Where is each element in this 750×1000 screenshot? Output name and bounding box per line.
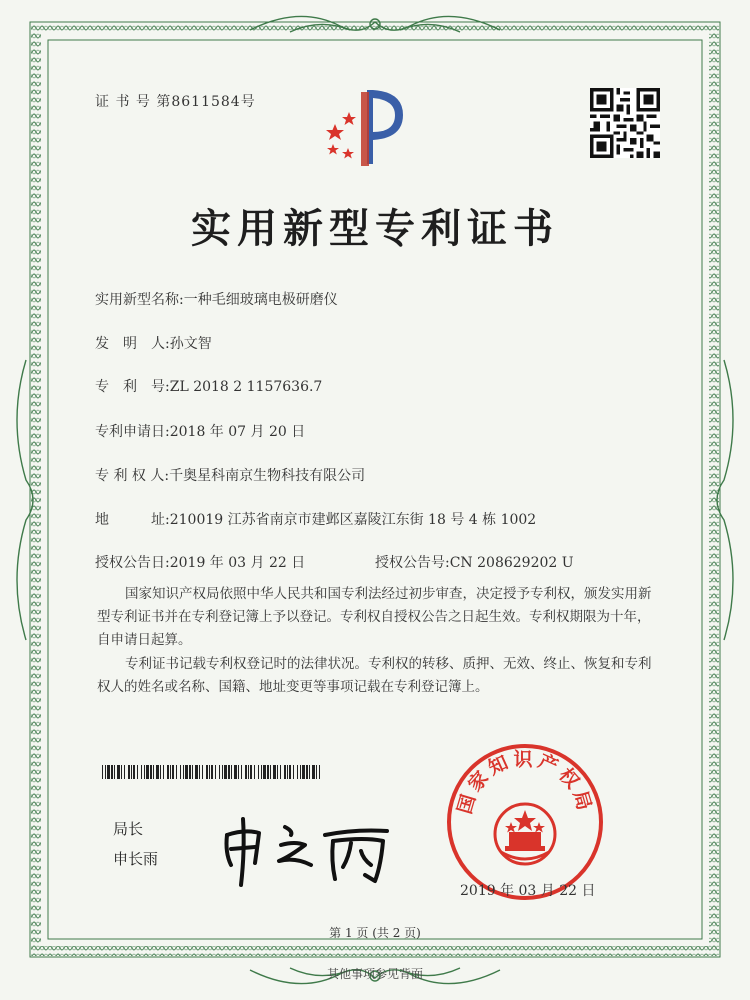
field-value: CN 208629202 U	[449, 555, 574, 571]
field-label: 发 明 人:	[95, 336, 170, 352]
field-grant-number	[375, 552, 574, 572]
field-value: 一种毛细玻璃电极研磨仪	[183, 292, 338, 308]
field-utility-model-name	[95, 289, 338, 309]
field-patentee	[95, 465, 365, 485]
field-value: 千奥星科南京生物科技有限公司	[169, 468, 366, 484]
certificate-number: 证 书 号 第8611584号	[95, 94, 256, 110]
field-value: 210019 江苏省南京市建邺区嘉陵江东街 18 号 4 栋 1002	[169, 512, 537, 528]
field-label: 实用新型名称:	[95, 292, 184, 308]
field-label: 专 利 权 人:	[95, 468, 170, 484]
legal-statement-paragraph-1: 国家知识产权局依照中华人民共和国专利法经过初步审查，决定授予专利权，颁发实用新型专利证书并在专利登记簿上予以登记。专利权自授权公告之日起生效。专利权期限为十年，自申请日起算。	[97, 586, 652, 648]
certificate-title: 实用新型专利证书	[191, 205, 559, 252]
field-grant-date	[95, 552, 305, 572]
svg-text:国家知识产权局: 国家知识产权局	[453, 748, 597, 817]
signatory-title: 局长	[113, 820, 144, 838]
seal-date: 2019 年 03 月 22 日	[460, 883, 596, 899]
field-label: 授权公告日:	[95, 555, 170, 571]
field-label: 地 址:	[95, 512, 170, 528]
footer-note: 其他事项参见背面	[326, 967, 423, 981]
field-value: 2019 年 03 月 22 日	[169, 555, 306, 571]
legal-statement-paragraph-2: 专利证书记载专利权登记时的法律状况。专利权的转移、质押、无效、终止、恢复和专利权人的姓名或名称、国籍、地址变更等事项记载在专利登记簿上。	[97, 656, 652, 695]
field-label: 专 利 号:	[95, 379, 170, 395]
field-patent-number	[95, 376, 322, 396]
field-value: 孙文智	[169, 336, 212, 352]
field-value: ZL 2018 2 1157636.7	[169, 379, 323, 395]
patent-office-emblem-icon	[315, 82, 415, 172]
handwritten-signature	[215, 805, 405, 890]
field-label: 专利申请日:	[95, 424, 170, 440]
official-seal	[445, 742, 605, 902]
field-application-date	[95, 421, 305, 441]
page-number: 第 1 页 (共 2 页)	[329, 926, 421, 940]
field-value: 2018 年 07 月 20 日	[169, 424, 306, 440]
signatory-name: 申长雨	[113, 850, 159, 868]
barcode	[102, 765, 324, 779]
field-inventor	[95, 333, 212, 353]
qr-code	[590, 88, 660, 158]
field-address	[95, 509, 536, 529]
field-label: 授权公告号:	[375, 555, 450, 571]
